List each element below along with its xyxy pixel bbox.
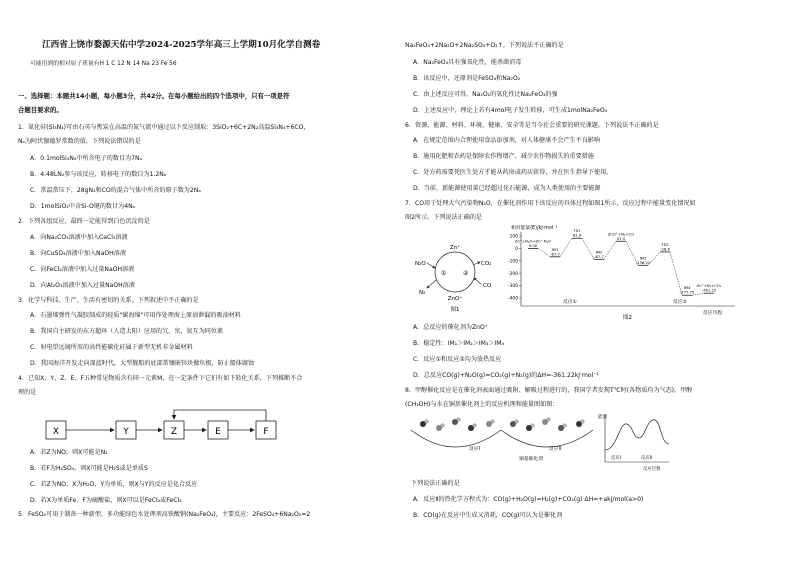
fig2-ylabel: 相对能量(E)/kJ·mol⁻¹ (511, 226, 558, 231)
q7-option-a: A．总反应的催化剂为ZnO⁺ (413, 324, 489, 331)
q7-figure2-energy (503, 222, 743, 320)
atom-icon (425, 420, 429, 424)
section1-heading-cont: 合题目要求的。 (18, 106, 63, 114)
fig2-stage2: 反应② (673, 300, 687, 305)
q4-stem-cont: 理的是 (18, 389, 37, 396)
fig1-step2: ② (463, 270, 469, 277)
fig2-connector (648, 252, 660, 265)
q8-catalyst-label: 铜基催化剂 (519, 457, 543, 462)
q8-energy-figure (597, 410, 673, 472)
q5-option-a: A．Na₂FeO₄具有强氧化性，能杀菌消毒 (413, 59, 522, 66)
fig2-point-label: ZnO⁺+N₂+CO (607, 231, 635, 237)
fig2-point-label: IM4 (683, 285, 691, 291)
q2-option-c: C．向FeCl₂溶液中加入过量NaOH溶液 (30, 266, 135, 273)
q7-option-d: D．总反应CO(g)+N₂O(g)=CO₂(g)+N₂(g)的ΔH=-361.22kJ·mol⁻¹ (413, 372, 599, 379)
q6-option-b: B．施用化肥和农药是保障农作物增产、减少农作物损失的重要措施 (413, 153, 594, 160)
q6-stem: 6．资源、能源、材料、环境、健康、安全等是当今社会重要的研究课题。下列说法不正确的是 (405, 122, 659, 129)
fig2-point-value: -28.6 (660, 246, 670, 252)
fig2-point-value: -361.22 (701, 287, 717, 293)
atom-icon (547, 418, 551, 422)
page-title: 江西省上饶市婺源天佑中学2024-2025学年高三上学期10月化学自测卷 (42, 40, 321, 50)
fig2-point-value: 81.9 (572, 232, 582, 238)
q2-option-d: D．向Al₂O₃溶液中加入过量NaOH溶液 (30, 282, 135, 289)
q8-r2-label: 反应Ⅱ (641, 456, 652, 461)
q7-option-c: C．反应①和反应②均为放热反应 (413, 356, 502, 363)
q8-stem: 8．甲醇催化反应是在催化剂表面通过吸附、解吸过程进行的，我国学者发现T℃时(各物质均为气态)，甲醇 (405, 387, 693, 394)
fig2-point-label: Zn⁺+N₂O→Zn⁺·N₂O (514, 238, 552, 244)
atom-icon (457, 418, 461, 422)
q3-option-d: D．我国海洋开发走向深蓝时代，大型舰船的底部常镶嵌锌块做负极，防止船体腐蚀 (30, 360, 255, 367)
fig2-ytick-label: -400 (508, 296, 518, 302)
fig2-point-value: -67.7 (550, 251, 560, 257)
box-z-label: Z (170, 427, 178, 437)
q7-figure1-cycle (409, 232, 501, 312)
q2-option-b: B．向CuSO₄溶液中加入NaOH溶液 (30, 250, 126, 257)
fig2-point-value: -377.75 (679, 289, 695, 295)
q4-option-b: B．若F为H₂SO₄，则X可能是H₂S或是单质S (30, 465, 148, 472)
fig2-connector (538, 248, 550, 256)
fig1-co2: CO₂ (481, 261, 492, 267)
atom-icon (581, 420, 585, 424)
q3-option-a: A．石墨烯弹性气凝胶制成的轻质"碳海绵"可用作处理海上原油泄漏的吸油材料 (30, 312, 241, 319)
fig2-point-label: IM2 (595, 249, 603, 255)
fig2-point-label: IM3 (639, 255, 647, 261)
q4-stem: 4．已知X、Y、Z、E、F五种常见物质含有同一元素M，在一定条件下它们有如下转化关系，下列推断不合 (18, 375, 303, 382)
fig2-connector (604, 241, 616, 259)
fig1-step1: ① (441, 270, 447, 277)
fig2-point-value: 57.5 (616, 235, 626, 241)
q4-option-d: D．若X为单质Fe，F为硫酸盐，则X可以是FeCl₂或FeCl₃ (30, 497, 182, 504)
fig1-zn-plus: Zn⁺ (449, 245, 461, 251)
fig2-ytick-label: -100 (508, 259, 518, 265)
q1-option-b: B．4.48LN₂参与该反应，转移电子的数目为1.2Nₐ (30, 171, 167, 178)
box-y-label: Y (123, 427, 129, 437)
q8-stem-cont: (CH₃OH)与水在铜基催化剂上的反应机理和能量图如图： (405, 401, 559, 408)
atom-icon (531, 424, 535, 428)
arrow-f-z (174, 410, 266, 421)
q4-option-a: A．若Z为NO，则X可能是N₂ (30, 449, 108, 456)
q1-stem: 1．氮化硅(Si₃N₄)可由石英与焦炭在高温的氮气流中通过以下反应制取：3SiO₂+6C+2N₂高温Si₃N₄+6CO， (18, 124, 310, 131)
atomic-masses: 可能用到的相对原子质量有H 1 C 12 N 14 Na 23 Fe 56 (30, 61, 177, 67)
q3-option-b: B．我国自主研发的东方超环（人造太阳）应用的氕、氘、氚互为同位素 (30, 328, 224, 335)
q5-option-c: C．由上述反应可得，Na₂O₂的氧化性比Na₂FeO₄的强 (413, 91, 558, 98)
q8-r1-label: 反应Ⅰ (611, 456, 622, 461)
q6-option-c: C．处方药需要凭医生处方才能从药房或药店获得，并在医生指导下使用。 (413, 169, 613, 176)
q8-option-a: A．反应Ⅱ的热化学方程式为：CO(g)+H₂O(g)=H₂(g)+CO₂(g) ΔH=+akJ/mol(a>0) (413, 496, 644, 503)
fig2-point-value: 0.00 (528, 242, 538, 248)
fig2-point-label: TS1 (573, 228, 581, 234)
box-x-label: X (52, 427, 60, 437)
q7-option-b: B．稳定性：IM₁＞IM₂＞IM₃＞IM₄ (413, 340, 504, 347)
q7-stem: 7．CO用于处理大气污染物N₂O，在催化剂作用下该反应的具体过程如图1所示，反应过程中能量变化情况如 (405, 200, 696, 207)
fig2-point-value: -136.22 (635, 259, 651, 265)
fig1-n2: N₂ (419, 290, 426, 296)
fig2-ytick-label: -300 (508, 284, 518, 290)
q8-stage2-label: 反应Ⅱ (549, 447, 561, 452)
q8-prompt: 下列说法正确的是 (411, 480, 460, 487)
fig2-connector (582, 238, 594, 259)
fig1-n2o: N₂O (415, 261, 426, 267)
catalyst-surface (411, 430, 593, 447)
fig2-caption: 图2 (623, 315, 632, 320)
q6-option-d: D．当前，新能源使用量已经超过化石能源，成为人类使用的主要能源 (413, 185, 601, 192)
q8-ylabel: 能量 (598, 415, 608, 420)
fig2-point-label: TS2 (661, 241, 669, 247)
q3-option-c: C．射电望远镜所用的高性能碳化硅属于新型无机非金属材料 (30, 344, 193, 351)
fig1-arrow-n2o-in (427, 263, 435, 268)
q8-stage1-label: 反应Ⅰ (469, 447, 481, 452)
q1-option-c: C．常温常压下，28gN₂和CO的混合气体中所含的原子数为2Nₐ (30, 187, 201, 194)
fig1-arrow-co2-out (473, 262, 480, 265)
fig2-stage1: 反应① (563, 300, 577, 305)
fig2-point-value: -87.7 (594, 253, 604, 259)
atom-icon (563, 424, 567, 428)
q1-option-d: D．1molSiO₂中含Si-O键的数目为4Nₐ (30, 203, 136, 210)
box-f-label: F (263, 427, 269, 437)
fig2-xlabel: 反应历程 (703, 311, 723, 316)
fig2-connector (670, 252, 682, 295)
q5-option-d: D．上述反应中，理论上若有4mol电子发生转移，可生成1molNa₂FeO₄ (413, 107, 608, 114)
q8-xlabel: 反应过程 (643, 467, 661, 472)
q1-stem-cont: Nₐ为阿伏伽德罗常数的值，下列说法错误的是 (18, 138, 141, 145)
fig2-ytick-label: 100 (509, 234, 518, 240)
atom-icon (491, 420, 495, 424)
q5-stem-cont: Na₂FeO₄+2Na₂O+2Na₂SO₄+O₂↑。下列说法不正确的是 (405, 42, 564, 49)
q1-option-a: A．0.1molSi₃N₄中所含电子的数目为7Nₐ (30, 155, 142, 162)
q8-mechanism-figure (409, 412, 595, 468)
q5-option-b: B．该反应中，还原剂是FeSO₄和Na₂O₂ (413, 75, 521, 82)
fig2-ytick-label: -200 (508, 271, 518, 277)
q7-stem-cont: 图2所示。下列说法正确的是 (405, 214, 483, 221)
atom-icon (473, 424, 477, 428)
q2-option-a: A．向Na₂CO₃溶液中加入CaCl₂溶液 (30, 234, 128, 241)
q4-transform-diagram (42, 405, 292, 445)
fig2-ytick-label: 0 (515, 247, 518, 252)
fig1-zno-plus: ZnO⁺ (447, 296, 463, 302)
fig1-caption: 图1 (450, 307, 460, 312)
fig1-co: CO (483, 283, 492, 289)
atom-icon (441, 424, 445, 428)
q4-option-c: C．若Z为NO、X为H₂O、Y为单质，则X与Y的反应是化合反应 (30, 481, 198, 488)
q6-option-a: A．在规定范围内合理使用食品添加剂，对人体健康不会产生不良影响 (413, 137, 600, 144)
q3-stem: 3．化学与科技、生产、生活有密切的关系。下列叙述中不正确的是 (18, 297, 199, 304)
box-e-label: E (215, 427, 221, 437)
fig1-arrow-co-in (474, 278, 481, 284)
q8-option-b: B．CO(g)在反应中生成又消耗，CO(g)可认为是催化剂 (413, 512, 563, 519)
fig2-point-label: IM1 (551, 246, 559, 252)
q2-stem: 2．下列各组反应，最终一定能得到白色沉淀的是 (18, 218, 150, 225)
fig2-point-label: Zn⁺+N₂+CO₂ (696, 283, 722, 289)
q5-stem: 5．FeSO₄可用于制备一种新型、多功能绿色水处理剂高铁酸钠(Na₂FeO₄)，主要反应：2FeSO₄+6Na₂O₂=2 (18, 511, 311, 518)
q8-energy-curve (605, 420, 669, 450)
section1-heading: 一、选择题：本题共14小题，每小题3分，共42分。在每小题给出的四个选项中，只有一项是符 (18, 92, 290, 100)
fig2-connector (560, 238, 572, 257)
fig1-arrow-n2-out (427, 280, 436, 288)
atom-icon (515, 420, 519, 424)
